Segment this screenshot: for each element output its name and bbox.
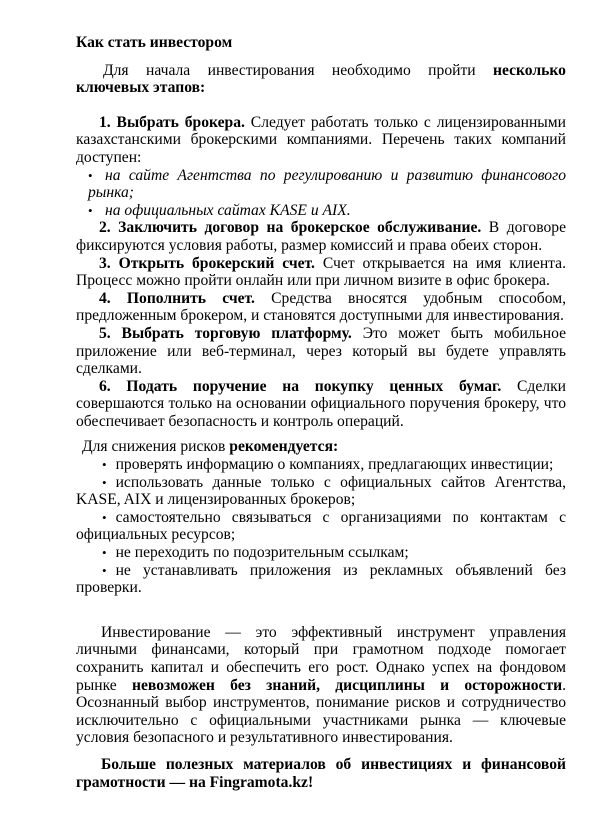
broker-source-item: [76, 167, 566, 202]
bullet-icon: •: [102, 457, 107, 473]
step-1-text: Следует работать только с лицензированными казахстанскими брокерскими компаниями. Перечень таких компаний доступен:: [76, 113, 566, 166]
bullet-icon: •: [102, 562, 107, 578]
recommendation-item: [76, 474, 566, 509]
conclusion-bold-text: невозможен без знаний, дисциплины и осторожности: [131, 676, 563, 694]
step-1-label: 1. Выбрать брокера.: [99, 113, 245, 131]
broker-source-text: на официальных сайтах KASE и AIX.: [105, 201, 351, 219]
recommendation-item: [76, 562, 566, 597]
conclusion-paragraph: [76, 624, 566, 747]
recommendation-item: [76, 509, 566, 544]
step-6-text: Сделки совершаются только на основании официального поручения брокеру, что обеспечивает безопасность и контроль операций.: [76, 377, 566, 430]
recommendation-item: [76, 544, 566, 562]
recommendations-lead-bold: рекомендуется:: [229, 438, 339, 456]
broker-source-item: [76, 202, 566, 220]
steps-section: [76, 114, 566, 431]
broker-source-list: [76, 167, 566, 220]
document-title: Как стать инвестором: [76, 34, 233, 51]
bullet-icon: •: [88, 167, 93, 183]
conclusion-text-1: Инвестирование — это эффективный инструмент управления личными финансами, который при грамотном подходе помогает сохранить капитал и обеспечить его рост. Однако успех на фондовом рынке: [76, 623, 566, 694]
intro-bold-text: несколько ключевых этапов:: [76, 61, 566, 97]
intro-text: Для начала инвестирования необходимо пройти: [103, 61, 476, 79]
recommendation-text: самостоятельно связываться с организациями по контактам с официальных ресурсов;: [76, 508, 566, 544]
step-5-text: Это может быть мобильное приложение или веб-терминал, через который вы будете управлять сделками.: [76, 324, 567, 378]
bullet-icon: •: [102, 474, 107, 490]
step-paragraph-3: [76, 255, 566, 290]
recommendation-text: использовать данные только с официальных сайтов Агентства, KASE, AIX и лицензированных брокеров;: [76, 473, 566, 509]
bullet-icon: •: [102, 545, 107, 561]
step-4-label: 4. Пополнить счет.: [99, 289, 255, 307]
intro-paragraph: [76, 62, 566, 97]
step-3-label: 3. Открыть брокерский счет.: [99, 254, 315, 272]
broker-source-text: на сайте Агентства по регулированию и развитию финансового рынка;: [88, 166, 566, 202]
step-3-text: Счет открывается на имя клиента. Процесс можно пройти онлайн или при личном визите в офис брокера.: [76, 254, 567, 290]
recommendation-text: не переходить по подозрительным ссылкам;: [115, 544, 409, 562]
step-5-label: 5. Выбрать торговую платформу.: [99, 324, 352, 342]
step-paragraph-1: [76, 114, 566, 167]
step-paragraph-4: [76, 290, 566, 325]
recommendations-lead: [76, 438, 566, 456]
recommendation-text: проверять информацию о компаниях, предлагающих инвестиции;: [115, 456, 554, 474]
step-4-text: Средства вносятся удобным способом, предложенным брокером, и становятся доступными для инвестирования.: [76, 289, 566, 325]
step-paragraph-2: [76, 219, 566, 254]
recommendations-lead-text: Для снижения рисков: [82, 438, 226, 456]
step-2-label: 2. Заключить договор на брокерское обслуживание.: [99, 219, 482, 237]
footer-paragraph: Больше полезных материалов об инвестициях и финансовой грамотности — на Fingramota.kz!: [76, 755, 566, 791]
step-2-text: В договоре фиксируются условия работы, размер комиссий и права обеих сторон.: [76, 219, 566, 254]
conclusion-text-2: . Осознанный выбор инструментов, понимание рисков и сотрудничество исключительно с официальными участниками рынка — ключевые условия безопасного и результативного инвестирования.: [76, 676, 566, 747]
step-paragraph-5: [76, 325, 566, 378]
bullet-icon: •: [102, 509, 107, 525]
bullet-icon: •: [88, 202, 93, 218]
step-6-label: 6. Подать поручение на покупку ценных бумаг.: [99, 377, 502, 395]
recommendations-list: [76, 456, 566, 597]
recommendation-text: не устанавливать приложения из рекламных объявлений без проверки.: [76, 561, 566, 597]
recommendation-item: [76, 456, 566, 474]
step-paragraph-6: [76, 378, 566, 431]
